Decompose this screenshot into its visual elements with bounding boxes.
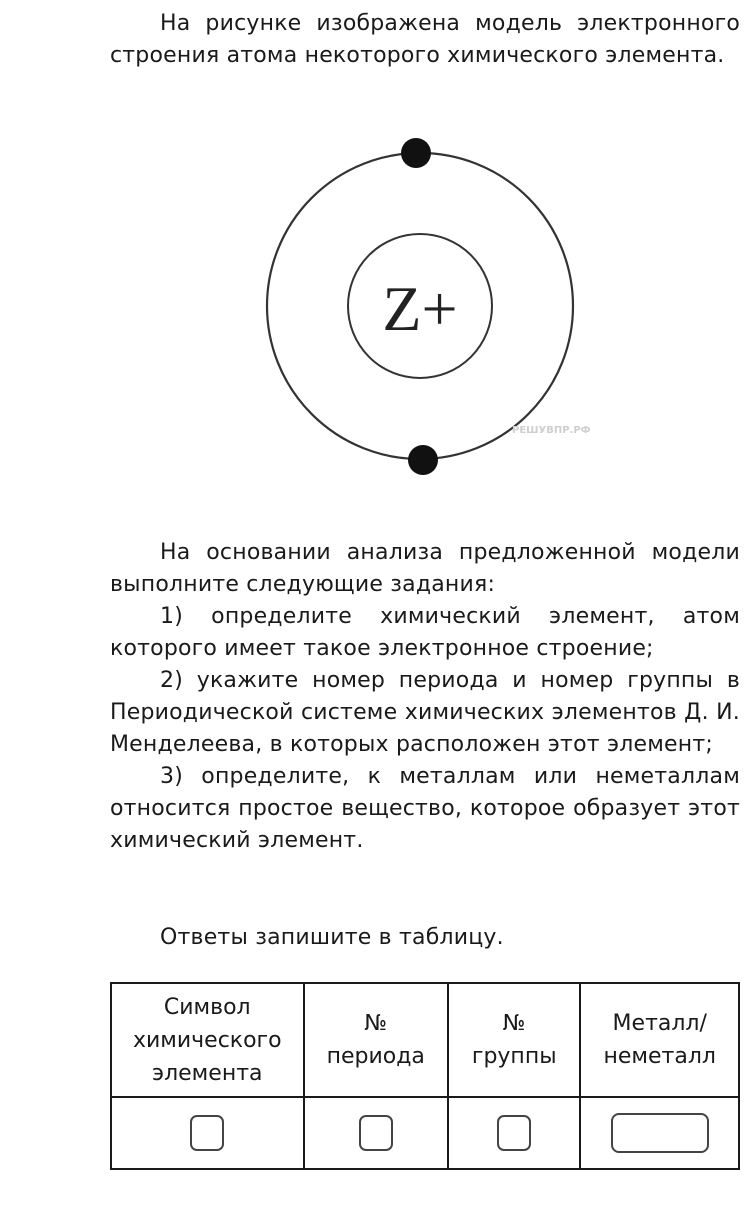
nucleus-label: Z+ (382, 273, 458, 344)
cell-element-symbol (111, 1097, 304, 1169)
group-number-input[interactable] (497, 1115, 531, 1151)
task-item-2: 2) укажите номер периода и номер группы в Периодической системе химических элементов Д. И. Менделеева, в которых расположен этот элемент; (110, 668, 740, 757)
task-item-3: 3) определите, к металлам или неметаллам относится простое вещество, которое образует этот химический элемент. (110, 764, 740, 853)
cell-metal-nonmetal (580, 1097, 739, 1169)
header-period-number (304, 983, 448, 1097)
answer-table-header-row (111, 983, 739, 1097)
header-metal-nonmetal (580, 983, 739, 1097)
atom-model-diagram (0, 0, 750, 500)
header-line: № (502, 1011, 526, 1036)
period-number-input[interactable] (359, 1115, 393, 1151)
header-line: периода (326, 1044, 425, 1069)
header-line: элемента (152, 1060, 263, 1086)
header-line: химического (132, 1027, 282, 1053)
task-item-1: 1) определите химический элемент, атом которого имеет такое электронное строение; (110, 604, 740, 661)
answer-table (110, 982, 740, 1170)
tasks-lead: На основании анализа предложенной модели выполните следующие задания: (110, 540, 740, 597)
header-element-symbol (111, 983, 304, 1097)
header-line: неметалл (603, 1044, 716, 1069)
element-symbol-input[interactable] (190, 1115, 224, 1151)
header-line: Металл/ (612, 1011, 707, 1036)
watermark: РЕШУВПР.РФ (512, 425, 591, 436)
electron-bottom (408, 445, 438, 475)
header-group-number (448, 983, 580, 1097)
answer-table-input-row (111, 1097, 739, 1169)
intro-paragraph: На рисунке изображена модель электронного строения атома некоторого химического элемента. (110, 11, 740, 68)
header-line: группы (471, 1044, 557, 1069)
tasks-block (110, 537, 740, 857)
header-line: Символ (163, 994, 251, 1020)
metal-nonmetal-input[interactable] (611, 1113, 709, 1153)
cell-group-number (448, 1097, 580, 1169)
electron-top (401, 138, 431, 168)
cell-period-number (304, 1097, 448, 1169)
header-line: № (364, 1011, 388, 1036)
answers-instruction: Ответы запишите в таблицу. (160, 925, 504, 950)
